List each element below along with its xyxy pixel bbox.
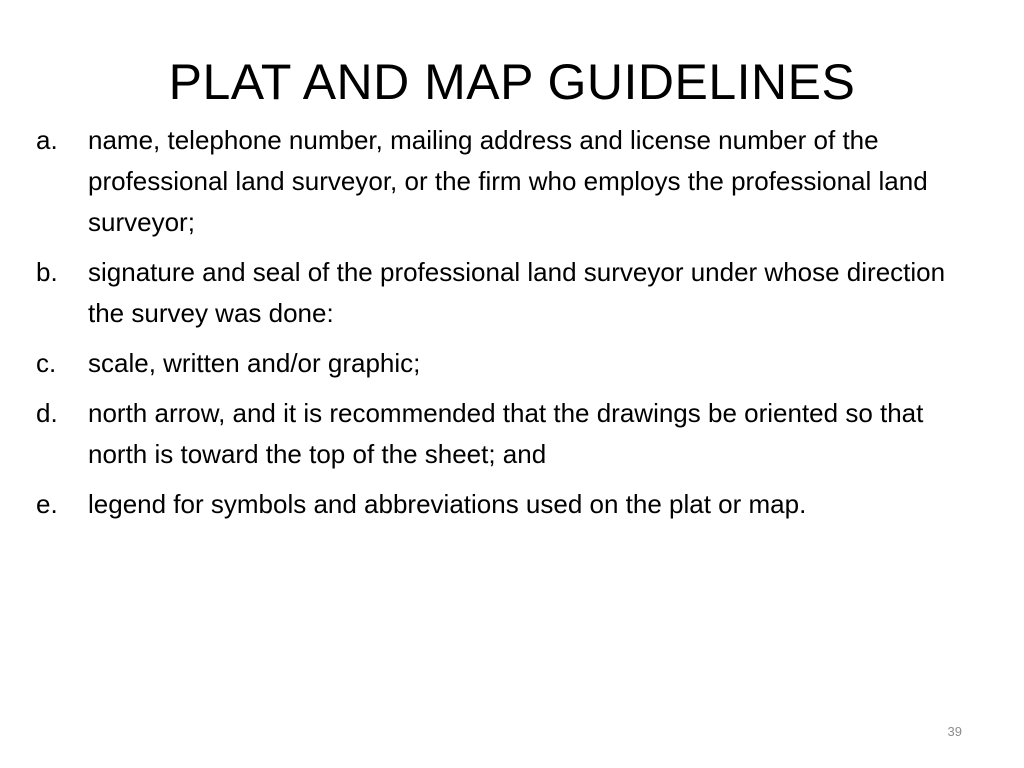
- list-item-text: scale, written and/or graphic;: [88, 348, 421, 378]
- list-marker: e.: [36, 489, 58, 519]
- list-marker: b.: [36, 257, 58, 287]
- list-marker: c.: [36, 348, 57, 378]
- list-marker: a.: [36, 125, 58, 155]
- list-item-c: [36, 343, 986, 384]
- list-item-text: north arrow, and it is recommended that the drawings be oriented so that north is toward the top of the sheet; and: [88, 398, 924, 469]
- guideline-list: [36, 120, 986, 534]
- list-item-a: [36, 120, 986, 243]
- list-item-b: [36, 252, 986, 334]
- list-marker: d.: [36, 398, 58, 428]
- list-item-text: signature and seal of the professional land surveyor under whose direction the survey was done:: [88, 257, 946, 328]
- list-item-d: [36, 393, 986, 475]
- list-item-e: [36, 484, 986, 525]
- list-item-text: legend for symbols and abbreviations used on the plat or map.: [88, 489, 807, 519]
- list-item-text: name, telephone number, mailing address and license number of the professional land surveyor, or the firm who employs the professional land surveyor;: [88, 125, 928, 237]
- slide-title: PLAT AND MAP GUIDELINES: [168, 54, 856, 110]
- slide-number: 39: [947, 724, 962, 739]
